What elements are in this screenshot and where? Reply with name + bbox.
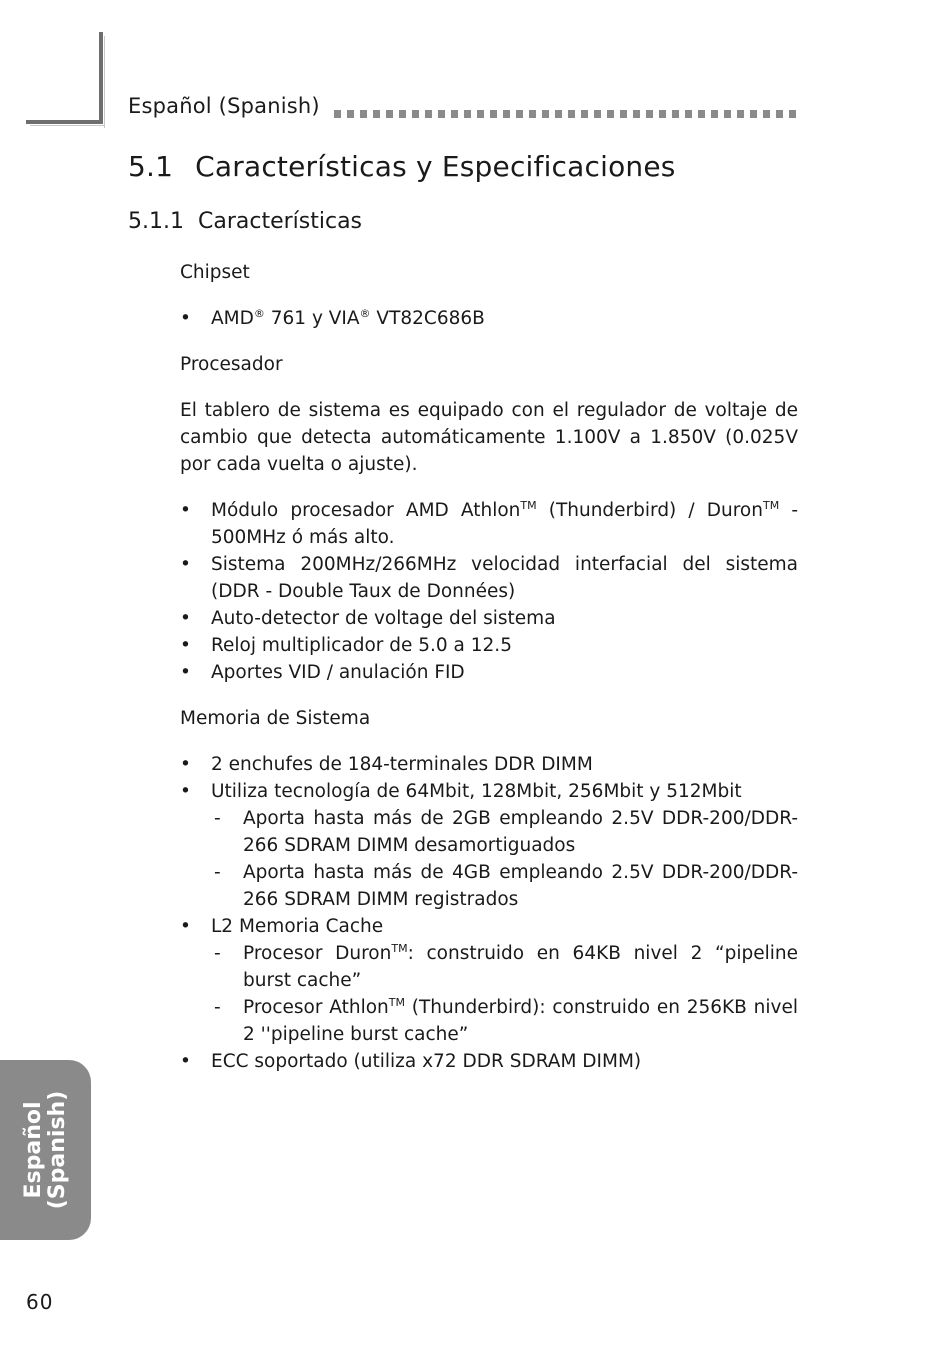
processor-paragraph: El tablero de sistema es equipado con el regulador de voltaje de cambio que detecta automáticamente 1.100V a 1.850V (0.025V por cada vuelta o ajuste). — [180, 400, 798, 475]
list-item: • Reloj multiplicador de 5.0 a 12.5 — [180, 632, 798, 659]
side-tab-label: Español (Spanish) — [21, 1090, 70, 1210]
sublist-item: - Aporta hasta más de 2GB empleando 2.5V DDR-200/DDR-266 SDRAM DIMM desamortiguados — [211, 805, 798, 859]
chipset-label: Chipset — [180, 262, 250, 283]
subsection-title: Características — [197, 209, 363, 234]
section-heading — [128, 150, 676, 183]
body-content — [180, 259, 798, 1094]
chipset-list — [180, 305, 798, 332]
list-item: • ECC soportado (utiliza x72 DDR SDRAM DIMM) — [180, 1048, 798, 1075]
memory-sublist — [211, 805, 798, 913]
list-item: • Utiliza tecnología de 64Mbit, 128Mbit, 256Mbit y 512Mbit - Aporta hasta más de 2GB empleando 2.5V DDR-200/DDR-266 SDRAM DIMM desamortiguados - Aporta hasta más de 4GB empleando 2.5V DDR-200/DDR-266 SDRAM DIMM registrados — [180, 778, 798, 913]
sublist-item: - Procesor Duron™: construido en 64KB nivel 2 “pipeline burst cache” — [211, 940, 798, 994]
list-item: • AMD® 761 y VIA® VT82C686B — [180, 305, 798, 332]
cache-sublist — [211, 940, 798, 1048]
running-header: Español (Spanish) — [128, 94, 320, 118]
subsection-heading — [128, 209, 362, 234]
list-item: • Sistema 200MHz/266MHz velocidad interfacial del sistema (DDR - Double Taux de Données) — [180, 551, 798, 605]
list-item: • Aportes VID / anulación FID — [180, 659, 798, 686]
section-number: 5.1 — [128, 150, 174, 183]
memory-label: Memoria de Sistema — [180, 708, 371, 729]
processor-label: Procesador — [180, 354, 283, 375]
memory-list — [180, 751, 798, 1075]
subsection-number: 5.1.1 — [128, 209, 184, 234]
list-item: • Módulo procesador AMD Athlon™ (Thunderbird) / Duron™ - 500MHz ó más alto. — [180, 497, 798, 551]
sublist-item: - Procesor Athlon™ (Thunderbird): construido en 256KB nivel 2 ''pipeline burst cache” — [211, 994, 798, 1048]
header-dotted-rule — [334, 110, 798, 118]
language-side-tab — [0, 1060, 91, 1240]
sublist-item: - Aporta hasta más de 4GB empleando 2.5V DDR-200/DDR-266 SDRAM DIMM registrados — [211, 859, 798, 913]
corner-mark-vertical — [99, 32, 103, 124]
processor-list — [180, 497, 798, 686]
list-item: • L2 Memoria Cache - Procesor Duron™: construido en 64KB nivel 2 “pipeline burst cache” - Procesor Athlon™ (Thunderbird): construido en 256KB nivel 2 ''pipeline burst cache” — [180, 913, 798, 1048]
section-title: Características y Especificaciones — [195, 150, 676, 183]
list-item: • 2 enchufes de 184-terminales DDR DIMM — [180, 751, 798, 778]
corner-shadow-vertical — [104, 36, 105, 128]
list-item: • Auto-detector de voltage del sistema — [180, 605, 798, 632]
corner-mark-horizontal — [26, 120, 103, 124]
page-number: 60 — [26, 1290, 54, 1314]
corner-shadow-horizontal — [30, 125, 105, 126]
